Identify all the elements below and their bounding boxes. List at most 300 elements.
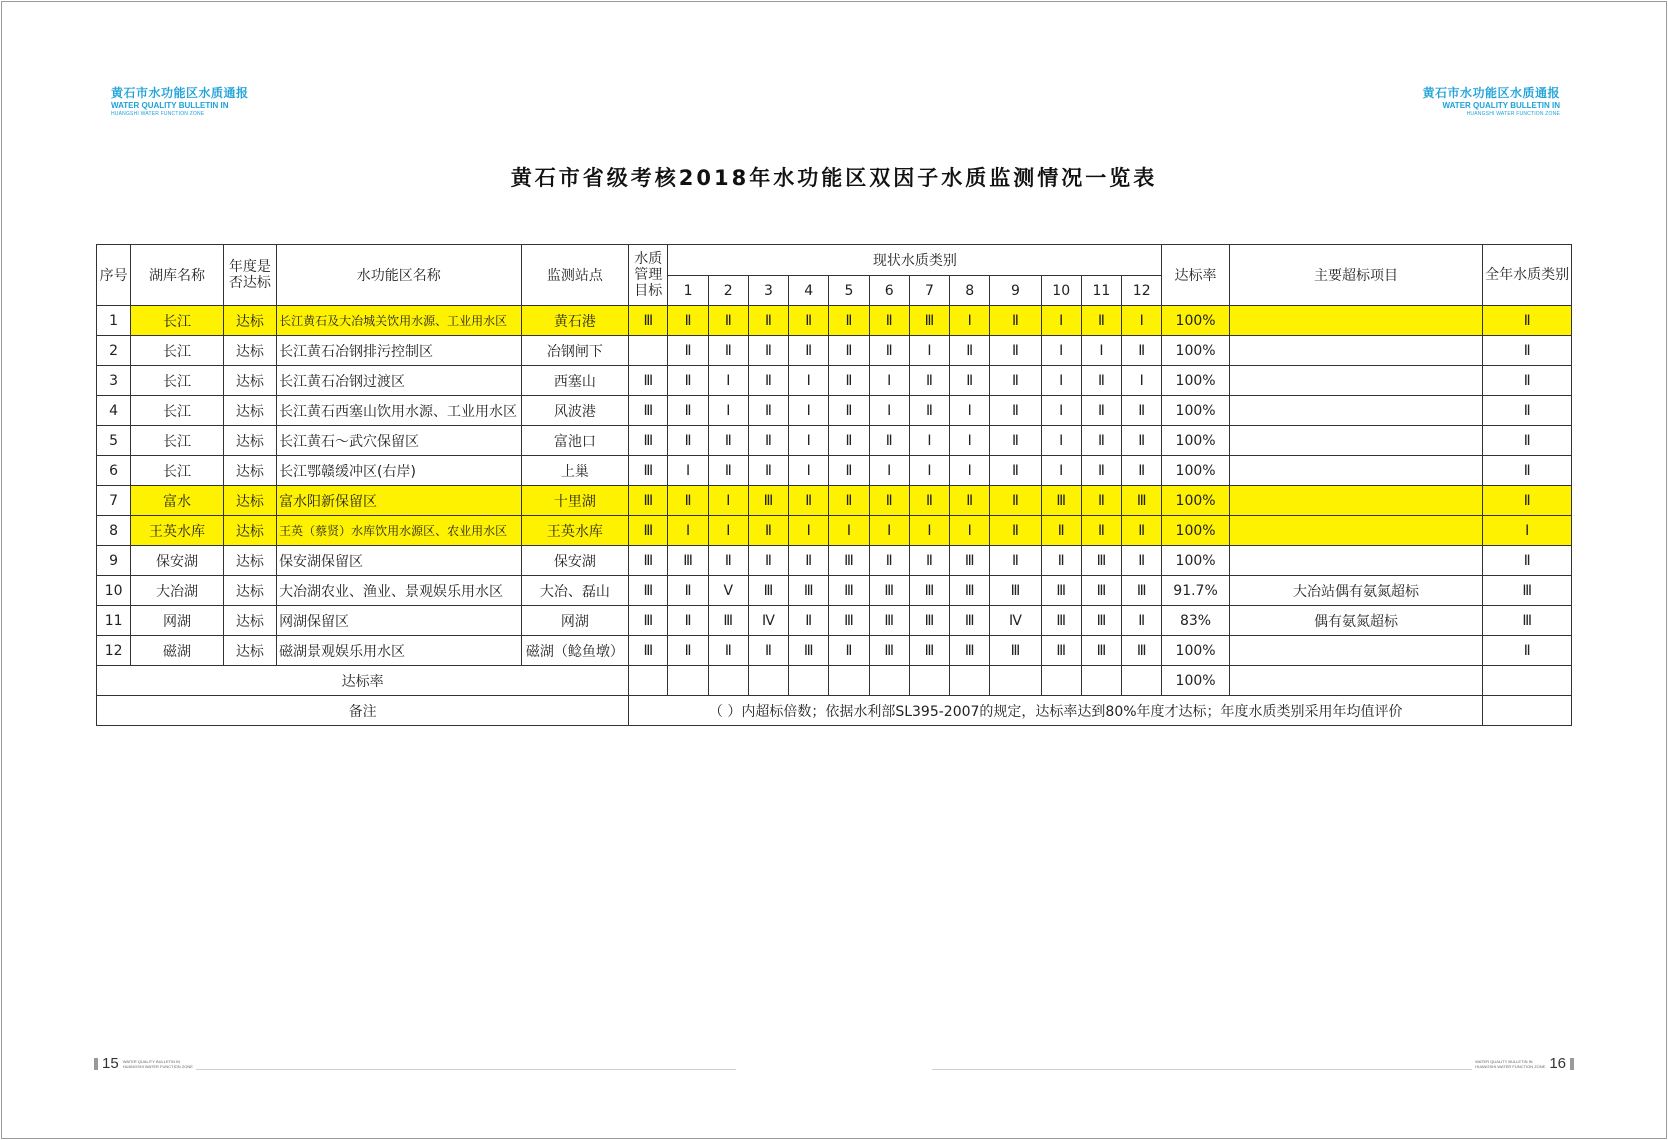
cell-month: Ⅲ	[909, 576, 949, 606]
cell-month: Ⅲ	[1041, 636, 1081, 666]
table-row	[97, 366, 1572, 396]
cell-month: Ⅲ	[909, 636, 949, 666]
table-row	[97, 546, 1572, 576]
cell-year-class: Ⅱ	[1483, 396, 1572, 426]
cell-month: Ⅱ	[909, 366, 949, 396]
table-row	[97, 606, 1572, 636]
cell-month: Ⅱ	[869, 336, 909, 366]
summary-rate: 100%	[1162, 666, 1229, 696]
cell-target: Ⅲ	[629, 606, 668, 636]
cell-month: Ⅱ	[708, 336, 748, 366]
cell-month: Ⅲ	[869, 606, 909, 636]
cell-annual: 达标	[223, 516, 276, 546]
cell-station: 上巢	[521, 456, 629, 486]
cell-month: Ⅱ	[990, 366, 1041, 396]
note-label: 备注	[97, 696, 629, 726]
cell-annual: 达标	[223, 456, 276, 486]
footer-line-left	[196, 1069, 736, 1070]
cell-month: Ⅱ	[909, 546, 949, 576]
cell-lake: 长江	[131, 366, 224, 396]
header-month: 4	[789, 276, 829, 306]
cell-seq: 3	[97, 366, 131, 396]
cell-rate: 100%	[1162, 366, 1229, 396]
cell-month: Ⅱ	[1122, 396, 1162, 426]
cell-month: Ⅱ	[950, 336, 990, 366]
summary-cell	[708, 666, 748, 696]
cell-month: Ⅲ	[708, 606, 748, 636]
cell-rate: 100%	[1162, 426, 1229, 456]
cell-exceed	[1229, 366, 1483, 396]
cell-month: Ⅲ	[950, 546, 990, 576]
cell-month: Ⅲ	[1081, 546, 1121, 576]
cell-station: 磁湖（鲶鱼墩）	[521, 636, 629, 666]
cell-month: Ⅰ	[1041, 366, 1081, 396]
cell-month: Ⅱ	[789, 546, 829, 576]
header-month: 8	[950, 276, 990, 306]
cell-month: Ⅱ	[668, 486, 708, 516]
cell-month: Ⅰ	[708, 516, 748, 546]
cell-month: Ⅱ	[708, 426, 748, 456]
header-exceed: 主要超标项目	[1229, 245, 1483, 306]
cell-zone: 王英（蔡贤）水库饮用水源区、农业用水区	[277, 516, 521, 546]
cell-zone: 长江黄石及大冶城关饮用水源、工业用水区	[277, 306, 521, 336]
cell-station: 富池口	[521, 426, 629, 456]
cell-exceed: 大冶站偶有氨氮超标	[1229, 576, 1483, 606]
cell-year-class: Ⅱ	[1483, 546, 1572, 576]
cell-month: Ⅱ	[708, 546, 748, 576]
cell-month: Ⅲ	[990, 636, 1041, 666]
cell-month: Ⅱ	[829, 486, 869, 516]
cell-seq: 2	[97, 336, 131, 366]
cell-year-class: Ⅱ	[1483, 426, 1572, 456]
cell-year-class: Ⅱ	[1483, 636, 1572, 666]
cell-lake: 长江	[131, 336, 224, 366]
header-rate: 达标率	[1162, 245, 1229, 306]
cell-month: Ⅱ	[748, 306, 788, 336]
cell-zone: 长江鄂赣缓冲区(右岸)	[277, 456, 521, 486]
cell-year-class: Ⅰ	[1483, 516, 1572, 546]
cell-annual: 达标	[223, 486, 276, 516]
cell-month: Ⅱ	[990, 516, 1041, 546]
cell-rate: 100%	[1162, 546, 1229, 576]
header-title-cn: 黄石市水功能区水质通报	[1422, 86, 1560, 100]
cell-month: Ⅱ	[748, 426, 788, 456]
table-row	[97, 516, 1572, 546]
summary-cell	[990, 666, 1041, 696]
cell-month: Ⅱ	[829, 456, 869, 486]
header-subtitle-en: HUANGSHI WATER FUNCTION ZONE	[1466, 111, 1560, 117]
cell-month: Ⅱ	[829, 336, 869, 366]
cell-month: Ⅲ	[869, 576, 909, 606]
cell-rate: 100%	[1162, 306, 1229, 336]
cell-month: Ⅱ	[1122, 546, 1162, 576]
summary-cell	[1041, 666, 1081, 696]
cell-month: Ⅱ	[869, 546, 909, 576]
page-title: 黄石市省级考核2018年水功能区双因子水质监测情况一览表	[510, 166, 1158, 190]
cell-annual: 达标	[223, 606, 276, 636]
cell-month: Ⅲ	[1122, 636, 1162, 666]
cell-month: Ⅱ	[1081, 366, 1121, 396]
table-row	[97, 486, 1572, 516]
cell-rate: 100%	[1162, 336, 1229, 366]
cell-month: Ⅳ	[990, 606, 1041, 636]
header-annual: 年度是否达标	[223, 245, 276, 306]
cell-month: Ⅲ	[1041, 576, 1081, 606]
header-year-class: 全年水质类别	[1483, 245, 1572, 306]
cell-month: Ⅰ	[789, 366, 829, 396]
cell-exceed	[1229, 306, 1483, 336]
cell-month: Ⅰ	[789, 516, 829, 546]
cell-month: Ⅱ	[990, 456, 1041, 486]
page-number-left: 15	[102, 1055, 119, 1072]
cell-month: Ⅱ	[789, 486, 829, 516]
summary-cell	[629, 666, 668, 696]
cell-lake: 网湖	[131, 606, 224, 636]
cell-month: Ⅰ	[950, 516, 990, 546]
cell-seq: 9	[97, 546, 131, 576]
cell-month: Ⅱ	[869, 426, 909, 456]
cell-station: 风波港	[521, 396, 629, 426]
cell-exceed	[1229, 636, 1483, 666]
cell-target: Ⅲ	[629, 486, 668, 516]
cell-month: Ⅰ	[909, 456, 949, 486]
cell-rate: 100%	[1162, 456, 1229, 486]
cell-month: Ⅱ	[668, 426, 708, 456]
header-right	[1422, 87, 1560, 117]
cell-month: Ⅲ	[789, 636, 829, 666]
cell-month: Ⅰ	[869, 366, 909, 396]
cell-station: 十里湖	[521, 486, 629, 516]
summary-cell	[1483, 666, 1572, 696]
cell-month: Ⅰ	[950, 306, 990, 336]
cell-month: Ⅰ	[789, 426, 829, 456]
cell-month: Ⅰ	[869, 456, 909, 486]
cell-rate: 100%	[1162, 396, 1229, 426]
cell-target: Ⅲ	[629, 636, 668, 666]
cell-zone: 磁湖景观娱乐用水区	[277, 636, 521, 666]
footer-line-right	[932, 1069, 1472, 1070]
cell-month: Ⅲ	[1081, 606, 1121, 636]
table-row	[97, 336, 1572, 366]
cell-lake: 长江	[131, 456, 224, 486]
cell-annual: 达标	[223, 306, 276, 336]
cell-annual: 达标	[223, 426, 276, 456]
cell-lake: 富水	[131, 486, 224, 516]
cell-month: Ⅰ	[950, 396, 990, 426]
cell-month: Ⅱ	[1041, 516, 1081, 546]
cell-month: Ⅱ	[1081, 426, 1121, 456]
cell-month: Ⅱ	[869, 306, 909, 336]
cell-annual: 达标	[223, 336, 276, 366]
cell-annual: 达标	[223, 396, 276, 426]
cell-seq: 5	[97, 426, 131, 456]
cell-month: Ⅲ	[748, 576, 788, 606]
cell-month: Ⅱ	[1122, 606, 1162, 636]
cell-year-class: Ⅱ	[1483, 486, 1572, 516]
cell-month: Ⅱ	[668, 606, 708, 636]
header-station: 监测站点	[521, 245, 629, 306]
cell-seq: 7	[97, 486, 131, 516]
footer-tiny-2: HUANGSHI WATER FUNCTION ZONE	[1475, 1063, 1546, 1069]
cell-month: Ⅰ	[1122, 306, 1162, 336]
cell-month: Ⅰ	[1041, 426, 1081, 456]
cell-month: Ⅲ	[829, 546, 869, 576]
header-target: 水质管理目标	[629, 245, 668, 306]
cell-month: Ⅰ	[829, 516, 869, 546]
cell-lake: 保安湖	[131, 546, 224, 576]
cell-exceed	[1229, 336, 1483, 366]
cell-month: Ⅱ	[789, 306, 829, 336]
cell-month: Ⅱ	[990, 486, 1041, 516]
cell-exceed	[1229, 486, 1483, 516]
note-cell	[1483, 696, 1572, 726]
summary-cell	[789, 666, 829, 696]
header-zone: 水功能区名称	[277, 245, 521, 306]
cell-month: Ⅱ	[829, 396, 869, 426]
page-number-right: 16	[1549, 1055, 1566, 1072]
cell-month: Ⅰ	[668, 456, 708, 486]
cell-lake: 磁湖	[131, 636, 224, 666]
cell-target: Ⅲ	[629, 456, 668, 486]
summary-cell	[748, 666, 788, 696]
header-title-cn: 黄石市水功能区水质通报	[111, 86, 249, 100]
header-month: 7	[909, 276, 949, 306]
cell-zone: 大冶湖农业、渔业、景观娱乐用水区	[277, 576, 521, 606]
summary-cell	[909, 666, 949, 696]
header-left	[111, 87, 249, 117]
cell-month: Ⅴ	[708, 576, 748, 606]
cell-rate: 83%	[1162, 606, 1229, 636]
cell-lake: 长江	[131, 396, 224, 426]
table-row	[97, 456, 1572, 486]
cell-rate: 100%	[1162, 486, 1229, 516]
cell-rate: 91.7%	[1162, 576, 1229, 606]
cell-station: 黄石港	[521, 306, 629, 336]
cell-station: 王英水库	[521, 516, 629, 546]
cell-month: Ⅲ	[950, 606, 990, 636]
cell-month: Ⅰ	[909, 516, 949, 546]
cell-month: Ⅳ	[748, 606, 788, 636]
summary-cell	[1081, 666, 1121, 696]
header-month: 3	[748, 276, 788, 306]
cell-month: Ⅲ	[1081, 576, 1121, 606]
cell-seq: 1	[97, 306, 131, 336]
cell-month: Ⅱ	[708, 306, 748, 336]
cell-month: Ⅰ	[1081, 336, 1121, 366]
cell-month: Ⅰ	[708, 366, 748, 396]
footer-left	[94, 1055, 193, 1072]
cell-month: Ⅱ	[1122, 456, 1162, 486]
cell-month: Ⅲ	[1122, 576, 1162, 606]
cell-month: Ⅱ	[748, 516, 788, 546]
cell-year-class: Ⅲ	[1483, 576, 1572, 606]
cell-year-class: Ⅱ	[1483, 336, 1572, 366]
cell-month: Ⅲ	[990, 576, 1041, 606]
cell-month: Ⅰ	[668, 516, 708, 546]
cell-month: Ⅱ	[708, 456, 748, 486]
cell-month: Ⅱ	[829, 366, 869, 396]
cell-month: Ⅲ	[829, 576, 869, 606]
cell-target	[629, 336, 668, 366]
cell-seq: 10	[97, 576, 131, 606]
cell-month: Ⅲ	[950, 636, 990, 666]
footer-tiny-text	[123, 1059, 193, 1069]
cell-station: 大冶、磊山	[521, 576, 629, 606]
cell-seq: 6	[97, 456, 131, 486]
footer-tiny-1: WATER QUALITY BULLETIN IN	[122, 1058, 181, 1064]
summary-cell	[950, 666, 990, 696]
cell-month: Ⅰ	[1041, 396, 1081, 426]
cell-year-class: Ⅱ	[1483, 366, 1572, 396]
cell-month: Ⅱ	[668, 396, 708, 426]
cell-month: Ⅱ	[950, 486, 990, 516]
cell-month: Ⅲ	[869, 636, 909, 666]
cell-month: Ⅱ	[668, 636, 708, 666]
cell-annual: 达标	[223, 576, 276, 606]
cell-target: Ⅲ	[629, 516, 668, 546]
footer-right	[1475, 1055, 1574, 1072]
cell-target: Ⅲ	[629, 366, 668, 396]
cell-lake: 王英水库	[131, 516, 224, 546]
cell-exceed: 偶有氨氮超标	[1229, 606, 1483, 636]
cell-zone: 长江黄石～武穴保留区	[277, 426, 521, 456]
cell-zone: 长江黄石冶钢排污控制区	[277, 336, 521, 366]
cell-month: Ⅲ	[1081, 636, 1121, 666]
cell-month: Ⅱ	[950, 366, 990, 396]
cell-month: Ⅱ	[1081, 306, 1121, 336]
cell-month: Ⅱ	[789, 606, 829, 636]
header-month: 1	[668, 276, 708, 306]
cell-month: Ⅰ	[789, 456, 829, 486]
cell-month: Ⅱ	[869, 486, 909, 516]
cell-month: Ⅱ	[708, 636, 748, 666]
cell-month: Ⅱ	[668, 576, 708, 606]
header-month: 12	[1122, 276, 1162, 306]
cell-month: Ⅰ	[909, 336, 949, 366]
cell-month: Ⅰ	[869, 396, 909, 426]
cell-month: Ⅱ	[990, 306, 1041, 336]
cell-month: Ⅱ	[1081, 516, 1121, 546]
table-row	[97, 576, 1572, 606]
cell-month: Ⅱ	[748, 546, 788, 576]
cell-month: Ⅱ	[990, 546, 1041, 576]
cell-seq: 4	[97, 396, 131, 426]
cell-target: Ⅲ	[629, 546, 668, 576]
cell-month: Ⅱ	[1081, 486, 1121, 516]
note-text: （ ）内超标倍数；依据水利部SL395-2007的规定，达标率达到80%年度才达标；年度水质类别采用年均值评价	[629, 696, 1483, 726]
cell-month: Ⅱ	[668, 366, 708, 396]
cell-month: Ⅱ	[748, 336, 788, 366]
cell-month: Ⅲ	[1122, 486, 1162, 516]
cell-month: Ⅰ	[950, 426, 990, 456]
header-month: 10	[1041, 276, 1081, 306]
cell-seq: 12	[97, 636, 131, 666]
cell-year-class: Ⅲ	[1483, 606, 1572, 636]
cell-month: Ⅱ	[668, 306, 708, 336]
cell-month: Ⅰ	[708, 396, 748, 426]
footer-bar	[94, 1058, 98, 1070]
cell-zone: 网湖保留区	[277, 606, 521, 636]
header-title-en: WATER QUALITY BULLETIN IN	[111, 101, 229, 110]
cell-month: Ⅰ	[1041, 336, 1081, 366]
cell-exceed	[1229, 396, 1483, 426]
table-row	[97, 636, 1572, 666]
cell-station: 冶钢闸下	[521, 336, 629, 366]
footer-bar	[1570, 1058, 1574, 1070]
cell-month: Ⅰ	[869, 516, 909, 546]
footer-tiny-2: HUANGSHI WATER FUNCTION ZONE	[122, 1063, 193, 1069]
header-month: 9	[990, 276, 1041, 306]
cell-target: Ⅲ	[629, 426, 668, 456]
cell-month: Ⅱ	[829, 306, 869, 336]
cell-annual: 达标	[223, 366, 276, 396]
header-month: 5	[829, 276, 869, 306]
cell-year-class: Ⅱ	[1483, 456, 1572, 486]
cell-exceed	[1229, 546, 1483, 576]
cell-lake: 长江	[131, 426, 224, 456]
cell-exceed	[1229, 456, 1483, 486]
cell-lake: 大冶湖	[131, 576, 224, 606]
cell-exceed	[1229, 426, 1483, 456]
cell-month: Ⅰ	[909, 426, 949, 456]
cell-month: Ⅲ	[829, 606, 869, 636]
cell-seq: 11	[97, 606, 131, 636]
cell-station: 网湖	[521, 606, 629, 636]
cell-zone: 长江黄石冶钢过渡区	[277, 366, 521, 396]
cell-month: Ⅲ	[1041, 486, 1081, 516]
cell-month: Ⅱ	[1122, 516, 1162, 546]
header-current: 现状水质类别	[668, 245, 1162, 276]
cell-rate: 100%	[1162, 636, 1229, 666]
cell-lake: 长江	[131, 306, 224, 336]
cell-annual: 达标	[223, 546, 276, 576]
cell-month: Ⅱ	[829, 426, 869, 456]
cell-month: Ⅲ	[909, 306, 949, 336]
cell-month: Ⅱ	[990, 336, 1041, 366]
cell-month: Ⅰ	[1041, 456, 1081, 486]
cell-month: Ⅱ	[748, 456, 788, 486]
cell-zone: 富水阳新保留区	[277, 486, 521, 516]
cell-month: Ⅲ	[789, 576, 829, 606]
cell-month: Ⅱ	[748, 396, 788, 426]
cell-month: Ⅱ	[990, 396, 1041, 426]
header-title-en: WATER QUALITY BULLETIN IN	[1442, 101, 1560, 110]
cell-month: Ⅲ	[668, 546, 708, 576]
cell-target: Ⅲ	[629, 306, 668, 336]
cell-month: Ⅰ	[708, 486, 748, 516]
cell-month: Ⅱ	[990, 426, 1041, 456]
summary-label: 达标率	[97, 666, 629, 696]
cell-month: Ⅱ	[1081, 456, 1121, 486]
footer-tiny-1: WATER QUALITY BULLETIN IN	[1475, 1058, 1533, 1064]
header-month: 2	[708, 276, 748, 306]
cell-month: Ⅰ	[789, 396, 829, 426]
cell-month: Ⅱ	[829, 636, 869, 666]
cell-zone: 长江黄石西塞山饮用水源、工业用水区	[277, 396, 521, 426]
summary-cell	[829, 666, 869, 696]
cell-target: Ⅲ	[629, 576, 668, 606]
cell-zone: 保安湖保留区	[277, 546, 521, 576]
cell-month: Ⅲ	[950, 576, 990, 606]
cell-month: Ⅱ	[1041, 546, 1081, 576]
cell-month: Ⅲ	[1041, 606, 1081, 636]
table-row	[97, 396, 1572, 426]
summary-cell	[869, 666, 909, 696]
footer-tiny-text	[1475, 1059, 1545, 1069]
cell-month: Ⅲ	[748, 486, 788, 516]
cell-rate: 100%	[1162, 516, 1229, 546]
cell-month: Ⅱ	[748, 636, 788, 666]
